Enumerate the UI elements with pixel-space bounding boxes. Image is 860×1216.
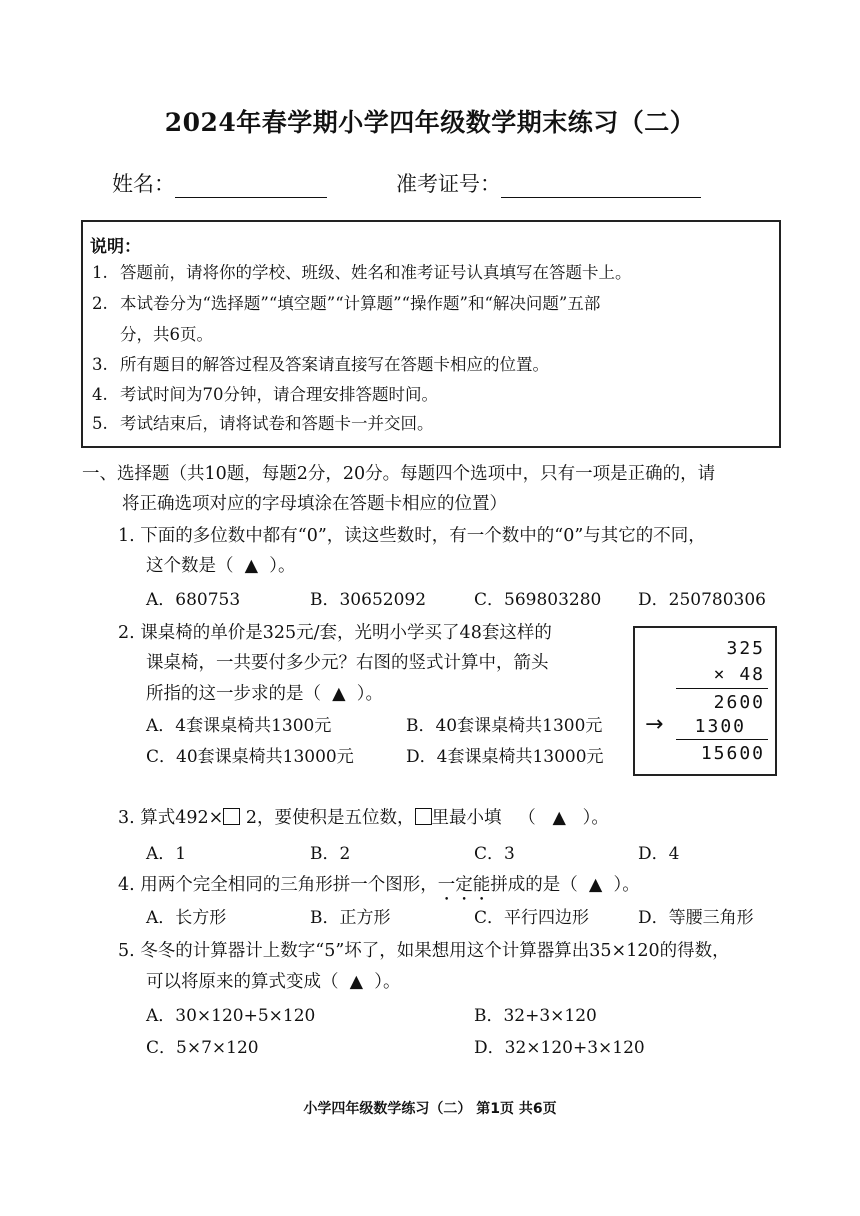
q2-option-a[interactable]: A．4套课桌椅共1300元	[146, 716, 332, 736]
q3-option-c[interactable]: C．3	[474, 844, 515, 864]
section-heading-line1: 一、选择题（共10题，每题2分，20分。每题四个选项中，只有一项是正确的，请	[82, 464, 716, 484]
note-item-1: 1. 答题前，请将你的学校、班级、姓名和准考证号认真填写在答题卡上。	[92, 263, 632, 282]
q3-option-d[interactable]: D．4	[638, 844, 680, 864]
q5-option-c[interactable]: C．5×7×120	[146, 1038, 259, 1058]
q1-option-b[interactable]: B．30652092	[310, 590, 427, 610]
answer-triangle-icon: ▲	[332, 684, 346, 704]
note-item-2-cont: 分，共6页。	[120, 325, 213, 344]
calc-line-1	[676, 688, 768, 689]
q5-option-a[interactable]: A．30×120+5×120	[146, 1006, 316, 1026]
q2-line2: 课桌椅，一共要付多少元？右图的竖式计算中，箭头	[146, 653, 549, 673]
q1-option-a[interactable]: A．680753	[146, 590, 241, 610]
calc-multiplier: × 48	[713, 664, 765, 685]
instructions-heading: 说明：	[90, 237, 141, 257]
blank-square-icon	[415, 808, 432, 825]
id-blank[interactable]	[501, 175, 701, 198]
q2-option-d[interactable]: D．4套课桌椅共13000元	[406, 747, 604, 767]
note-item-2: 2. 本试卷分为“选择题”“填空题”“计算题”“操作题”和“解决问题”五部	[92, 294, 601, 313]
q4-option-b[interactable]: B．正方形	[310, 908, 391, 928]
calc-multiplicand: 325	[726, 638, 765, 659]
q3-line: 3. 算式492× 2，要使积是五位数， 里最小填 （ ▲ ）。	[118, 808, 609, 828]
q1-line2: 这个数是（ ▲ ）。	[146, 556, 296, 576]
answer-triangle-icon: ▲	[552, 808, 566, 828]
q3-option-a[interactable]: A．1	[146, 844, 187, 864]
name-label: 姓名：	[112, 172, 175, 196]
q5-line1: 5. 冬冬的计算器计上数字“5”坏了，如果想用这个计算器算出35×120的得数，	[118, 941, 730, 961]
answer-triangle-icon: ▲	[349, 972, 364, 992]
note-item-3: 3. 所有题目的解答过程及答案请直接写在答题卡相应的位置。	[92, 355, 549, 374]
note-item-5: 5. 考试结束后，请将试卷和答题卡一并交回。	[92, 414, 434, 433]
section-heading-line2: 将正确选项对应的字母填涂在答题卡相应的位置）	[122, 494, 507, 514]
q5-option-d[interactable]: D．32×120+3×120	[474, 1038, 645, 1058]
page-footer: 小学四年级数学练习（二） 第1页 共6页	[303, 1101, 557, 1117]
q5-option-b[interactable]: B．32+3×120	[474, 1006, 597, 1026]
q1-option-c[interactable]: C．569803280	[474, 590, 602, 610]
q2-line1: 2. 课桌椅的单价是325元/套，光明小学买了48套这样的	[118, 623, 552, 643]
note-item-4: 4. 考试时间为70分钟，请合理安排答题时间。	[92, 385, 438, 404]
q2-line3: 所指的这一步求的是（ ▲ ）。	[146, 684, 383, 704]
name-blank[interactable]	[175, 175, 327, 198]
q5-line2: 可以将原来的算式变成（ ▲ ）。	[146, 972, 401, 992]
name-field-row	[112, 168, 327, 198]
q4-option-c[interactable]: C．平行四边形	[474, 908, 590, 928]
calc-partial-1: 2600	[713, 692, 765, 713]
id-label: 准考证号：	[396, 172, 501, 196]
q2-option-b[interactable]: B．40套课桌椅共1300元	[406, 716, 603, 736]
q4-option-d[interactable]: D．等腰三角形	[638, 908, 754, 928]
q4-line: 4. 用两个完全相同的三角形拼一个图形，一定能拼成的是（ ▲ ）。	[118, 875, 640, 895]
q4-option-a[interactable]: A．长方形	[146, 908, 227, 928]
calc-partial-2: 1300	[694, 716, 746, 737]
q1-line1: 1. 下面的多位数中都有“0”，读这些数时，有一个数中的“0”与其它的不同，	[118, 526, 706, 546]
q2-option-c[interactable]: C．40套课桌椅共13000元	[146, 747, 354, 767]
q1-option-d[interactable]: D．250780306	[638, 590, 766, 610]
answer-triangle-icon: ▲	[588, 875, 603, 895]
blank-square-icon	[223, 808, 240, 825]
emphasis-text: 一定能	[437, 875, 491, 895]
arrow-right-icon: →	[645, 712, 664, 737]
answer-triangle-icon: ▲	[244, 556, 259, 576]
calc-result: 15600	[700, 743, 765, 764]
calc-line-2	[676, 739, 768, 740]
page-title: 2024年春学期小学四年级数学期末练习（二）	[164, 108, 696, 137]
id-field-row	[396, 168, 701, 198]
q3-option-b[interactable]: B．2	[310, 844, 351, 864]
